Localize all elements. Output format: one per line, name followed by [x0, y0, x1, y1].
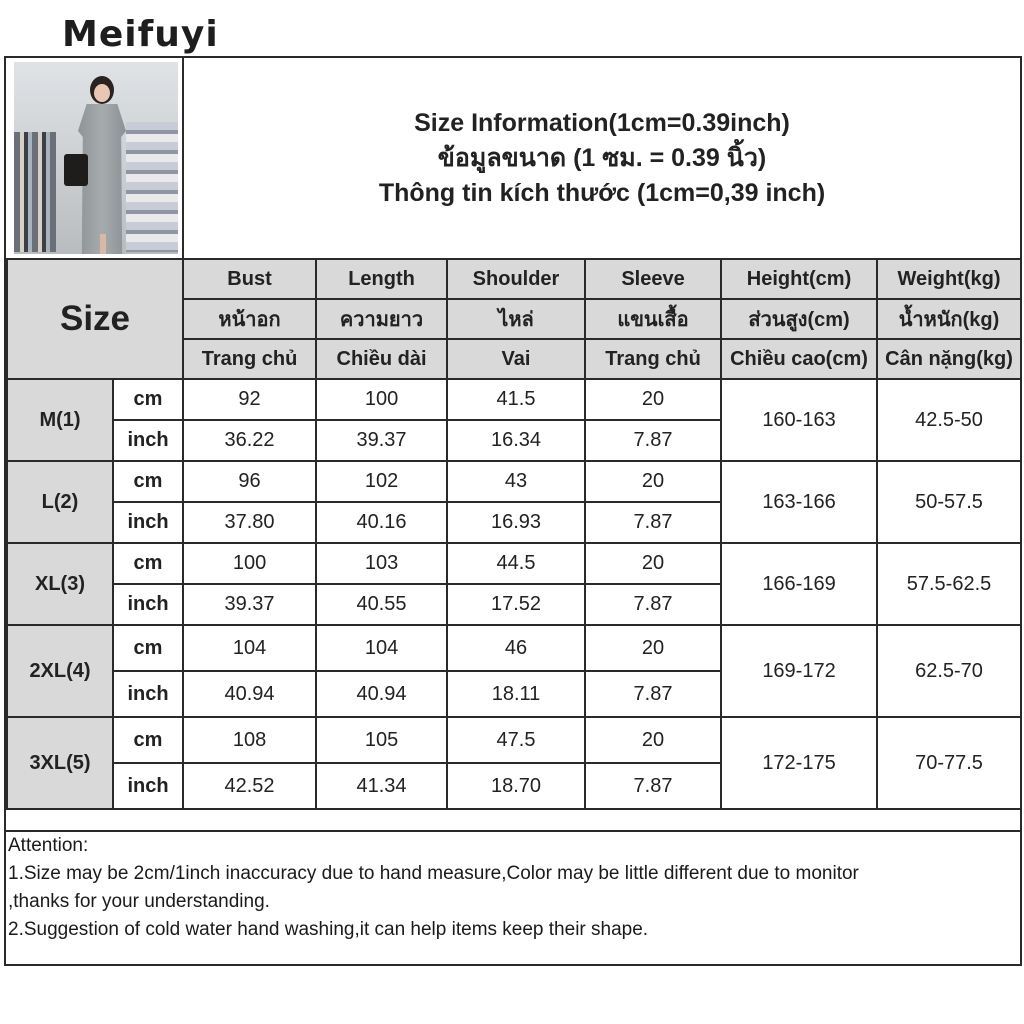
- col-header-length-en: Length: [316, 259, 447, 299]
- table-row: [7, 379, 1021, 420]
- height-range: 172-175: [721, 717, 877, 809]
- col-header-weight-vi: Cân nặng(kg): [877, 339, 1021, 379]
- col-header-height-th: ส่วนสูง(cm): [721, 299, 877, 339]
- shoulder-cm: 47.5: [447, 717, 585, 763]
- weight-range: 70-77.5: [877, 717, 1021, 809]
- length-cm: 104: [316, 625, 447, 671]
- col-header-shoulder-th: ไหล่: [447, 299, 585, 339]
- unit-cm: cm: [113, 461, 183, 502]
- attention-notes: [6, 830, 1020, 964]
- col-header-weight-en: Weight(kg): [877, 259, 1021, 299]
- size-column-header: Size: [7, 259, 183, 379]
- size-label: L(2): [7, 461, 113, 543]
- shoulder-cm: 46: [447, 625, 585, 671]
- height-range: 163-166: [721, 461, 877, 543]
- sleeve-cm: 20: [585, 717, 721, 763]
- shoulder-cm: 41.5: [447, 379, 585, 420]
- unit-inch: inch: [113, 763, 183, 809]
- product-photo: [14, 62, 178, 254]
- photo-rack-right: [126, 122, 178, 252]
- weight-range: 42.5-50: [877, 379, 1021, 461]
- col-header-bust-vi: Trang chủ: [183, 339, 316, 379]
- bust-inch: 39.37: [183, 584, 316, 625]
- length-inch: 39.37: [316, 420, 447, 461]
- sleeve-inch: 7.87: [585, 584, 721, 625]
- height-range: 169-172: [721, 625, 877, 717]
- unit-cm: cm: [113, 717, 183, 763]
- col-header-height-en: Height(cm): [721, 259, 877, 299]
- col-header-length-th: ความยาว: [316, 299, 447, 339]
- shoulder-cm: 43: [447, 461, 585, 502]
- length-inch: 40.16: [316, 502, 447, 543]
- length-cm: 103: [316, 543, 447, 584]
- table-row: [7, 717, 1021, 763]
- photo-bag: [64, 154, 88, 186]
- unit-cm: cm: [113, 625, 183, 671]
- table-row: [7, 625, 1021, 671]
- attention-line-1b: ,thanks for your understanding.: [8, 891, 270, 912]
- photo-face: [94, 84, 110, 102]
- sleeve-cm: 20: [585, 625, 721, 671]
- shoulder-inch: 17.52: [447, 584, 585, 625]
- attention-heading: Attention:: [8, 835, 89, 856]
- table-row: [7, 543, 1021, 584]
- unit-cm: cm: [113, 379, 183, 420]
- size-label: M(1): [7, 379, 113, 461]
- bust-inch: 42.52: [183, 763, 316, 809]
- size-label: 3XL(5): [7, 717, 113, 809]
- col-header-bust-th: หน้าอก: [183, 299, 316, 339]
- size-chart: [4, 56, 1022, 966]
- height-range: 160-163: [721, 379, 877, 461]
- title-thai: ข้อมูลขนาด (1 ซม. = 0.39 นิ้ว): [437, 144, 767, 172]
- sleeve-cm: 20: [585, 379, 721, 420]
- col-header-sleeve-en: Sleeve: [585, 259, 721, 299]
- photo-rack-left: [14, 132, 56, 252]
- length-inch: 40.55: [316, 584, 447, 625]
- col-header-length-vi: Chiều dài: [316, 339, 447, 379]
- unit-inch: inch: [113, 584, 183, 625]
- title-vietnamese: Thông tin kích thước (1cm=0,39 inch): [378, 179, 826, 207]
- weight-range: 50-57.5: [877, 461, 1021, 543]
- size-label: 2XL(4): [7, 625, 113, 717]
- length-inch: 41.34: [316, 763, 447, 809]
- shoulder-inch: 18.70: [447, 763, 585, 809]
- length-cm: 100: [316, 379, 447, 420]
- sleeve-inch: 7.87: [585, 763, 721, 809]
- col-header-sleeve-th: แขนเสื้อ: [585, 299, 721, 339]
- unit-inch: inch: [113, 420, 183, 461]
- col-header-sleeve-vi: Trang chủ: [585, 339, 721, 379]
- shoulder-inch: 16.34: [447, 420, 585, 461]
- bust-inch: 36.22: [183, 420, 316, 461]
- sleeve-cm: 20: [585, 461, 721, 502]
- sleeve-inch: 7.87: [585, 502, 721, 543]
- sleeve-inch: 7.87: [585, 671, 721, 717]
- header-row-english: [7, 259, 1021, 299]
- sleeve-inch: 7.87: [585, 420, 721, 461]
- chart-header: [6, 58, 1020, 258]
- shoulder-cm: 44.5: [447, 543, 585, 584]
- bust-inch: 40.94: [183, 671, 316, 717]
- size-table: [6, 258, 1022, 810]
- bust-cm: 108: [183, 717, 316, 763]
- weight-range: 62.5-70: [877, 625, 1021, 717]
- height-range: 166-169: [721, 543, 877, 625]
- attention-line-1: 1.Size may be 2cm/1inch inaccuracy due to hand measure,Color may be little different due to monitor: [8, 863, 859, 884]
- length-cm: 105: [316, 717, 447, 763]
- bust-cm: 92: [183, 379, 316, 420]
- bust-cm: 96: [183, 461, 316, 502]
- unit-inch: inch: [113, 502, 183, 543]
- bust-cm: 104: [183, 625, 316, 671]
- weight-range: 57.5-62.5: [877, 543, 1021, 625]
- col-header-weight-th: น้ำหนัก(kg): [877, 299, 1021, 339]
- unit-inch: inch: [113, 671, 183, 717]
- size-information-title: [182, 58, 1020, 258]
- shoulder-inch: 18.11: [447, 671, 585, 717]
- unit-cm: cm: [113, 543, 183, 584]
- attention-line-2: 2.Suggestion of cold water hand washing,it can help items keep their shape.: [8, 919, 649, 940]
- col-header-bust-en: Bust: [183, 259, 316, 299]
- shoulder-inch: 16.93: [447, 502, 585, 543]
- title-english: Size Information(1cm=0.39inch): [414, 109, 790, 137]
- brand-logo: Meifuyi: [62, 14, 219, 55]
- col-header-shoulder-vi: Vai: [447, 339, 585, 379]
- col-header-shoulder-en: Shoulder: [447, 259, 585, 299]
- photo-legs: [100, 234, 106, 254]
- bust-cm: 100: [183, 543, 316, 584]
- length-inch: 40.94: [316, 671, 447, 717]
- table-row: [7, 461, 1021, 502]
- col-header-height-vi: Chiều cao(cm): [721, 339, 877, 379]
- length-cm: 102: [316, 461, 447, 502]
- bust-inch: 37.80: [183, 502, 316, 543]
- size-label: XL(3): [7, 543, 113, 625]
- sleeve-cm: 20: [585, 543, 721, 584]
